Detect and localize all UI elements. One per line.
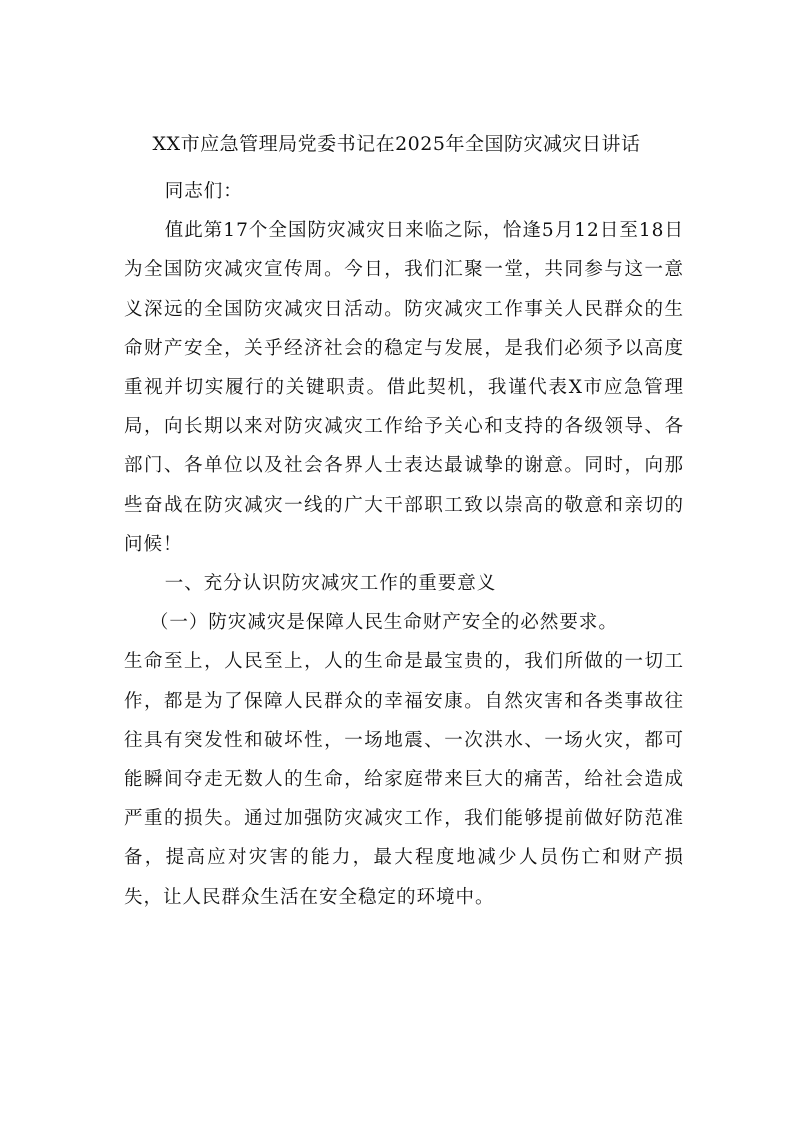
paragraph-life-first: 生命至上，人民至上，人的生命是最宝贵的，我们所做的一切工作，都是为了保障人民群众的幸福安康。自然灾害和各类事故往往具有突发性和破坏性，一场地震、一次洪水、一场火灾，都可能瞬间夺走无数人的生命，给家庭带来巨大的痛苦，给社会造成严重的损失。通过加强防灾减灾工作，我们能够提前做好防范准备，提高应对灾害的能力，最大程度地减少人员伤亡和财产损失，让人民群众生活在安全稳定的环境中。	[124, 651, 684, 908]
section-heading-1: 一、充分认识防灾减灾工作的重要意义	[164, 573, 497, 595]
salutation: 同志们：	[164, 181, 243, 202]
subsection-heading-1: （一）防灾减灾是保障人民生命财产安全的必然要求。	[149, 612, 618, 634]
document-body	[124, 172, 684, 917]
paragraph-opening: 值此第17个全国防灾减灾日来临之际，恰逢5月12日至18日为全国防灾减灾宣传周。今日，我们汇聚一堂，共同参与这一意义深远的全国防灾减灾日活动。防灾减灾工作事关人民群众的生命财产安全，关乎经济社会的稳定与发展，是我们必须予以高度重视并切实履行的关键职责。借此契机，我谨代表X市应急管理局，向长期以来对防灾减灾工作给予关心和支持的各级领导、各部门、各单位以及社会各界人士表达最诚挚的谢意。同时，向那些奋战在防灾减灾一线的广大干部职工致以崇高的敬意和亲切的问候！	[124, 220, 684, 555]
document-title: XX市应急管理局党委书记在2025年全国防灾减灾日讲话	[152, 133, 641, 155]
